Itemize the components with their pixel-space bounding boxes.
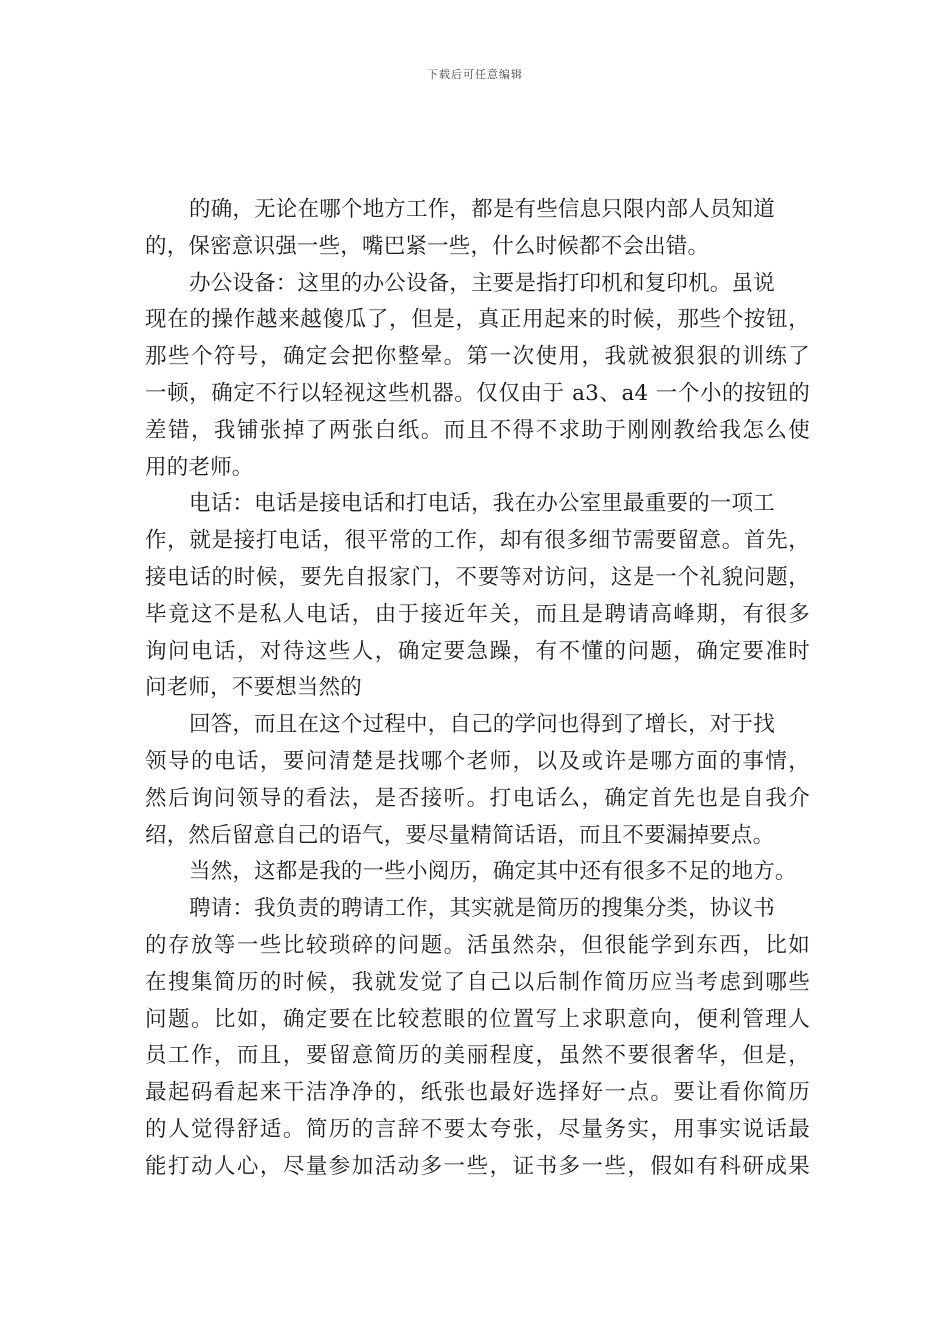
text-line: 在搜集简历的时候，我就发觉了自己以后制作简历应当考虑到哪些 bbox=[145, 969, 810, 995]
text-line: 那些个符号，确定会把你整晕。第一次使用，我就被狠狠的训练了 bbox=[145, 344, 810, 370]
text-line: 然后询问领导的看法，是否接听。打电话么，确定首先也是自我介 bbox=[145, 785, 810, 811]
text-line: 接电话的时候，要先自报家门，不要等对访问，这是一个礼貌问题， bbox=[145, 564, 810, 590]
text-line: 电话：电话是接电话和打电话，我在办公室里最重要的一项工 bbox=[189, 491, 775, 517]
text-line: 一顿，确定不行以轻视这些机器。仅仅由于 a3、a4 一个小的按钮的 bbox=[145, 380, 810, 406]
text-line: 的，保密意识强一些，嘴巴紧一些，什么时候都不会出错。 bbox=[145, 233, 710, 259]
text-line: 能打动人心，尽量参加活动多一些，证书多一些，假如有科研成果 bbox=[145, 1153, 810, 1179]
text-line: 当然，这都是我的一些小阅历，确定其中还有很多不足的地方。 bbox=[189, 859, 797, 885]
text-line: 聘请：我负责的聘请工作，其实就是简历的搜集分类，协议书 bbox=[189, 896, 775, 922]
text-line: 回答，而且在这个过程中，自己的学问也得到了增长，对于找 bbox=[189, 712, 775, 738]
text-line: 绍，然后留意自己的语气，要尽量精简话语，而且不要漏掉要点。 bbox=[145, 822, 775, 848]
text-line: 差错，我铺张掉了两张白纸。而且不得不求助于刚刚教给我怎么使 bbox=[145, 417, 810, 443]
text-line: 员工作，而且，要留意简历的美丽程度，虽然不要很奢华，但是， bbox=[145, 1043, 810, 1069]
text-line: 的人觉得舒适。简历的言辞不要太夸张，尽量务实，用事实说话最 bbox=[145, 1116, 810, 1142]
text-line: 作，就是接打电话，很平常的工作，却有很多细节需要留意。首先， bbox=[145, 528, 810, 554]
text-line: 办公设备：这里的办公设备，主要是指打印机和复印机。虽说 bbox=[189, 270, 775, 296]
text-line: 领导的电话，要问清楚是找哪个老师，以及或许是哪方面的事情， bbox=[145, 748, 810, 774]
text-line: 用的老师。 bbox=[145, 454, 254, 480]
text-line: 的存放等一些比较琐碎的问题。活虽然杂，但很能学到东西，比如 bbox=[145, 932, 810, 958]
text-line: 最起码看起来干洁净净的，纸张也最好选择好一点。要让看你简历 bbox=[145, 1080, 810, 1106]
text-line: 问题。比如，确定要在比较惹眼的位置写上求职意向，便利管理人 bbox=[145, 1006, 810, 1032]
text-line: 毕竟这不是私人电话，由于接近年关，而且是聘请高峰期，有很多 bbox=[145, 601, 810, 627]
text-line: 询问电话，对待这些人，确定要急躁，有不懂的问题，确定要准时 bbox=[145, 638, 810, 664]
body-text bbox=[145, 192, 810, 1186]
header-note: 下载后可任意编辑 bbox=[427, 68, 523, 81]
text-line: 现在的操作越来越傻瓜了，但是，真正用起来的时候，那些个按钮， bbox=[145, 307, 810, 333]
text-line: 的确，无论在哪个地方工作，都是有些信息只限内部人员知道 bbox=[189, 197, 775, 222]
text-line: 问老师，不要想当然的 bbox=[145, 675, 363, 701]
